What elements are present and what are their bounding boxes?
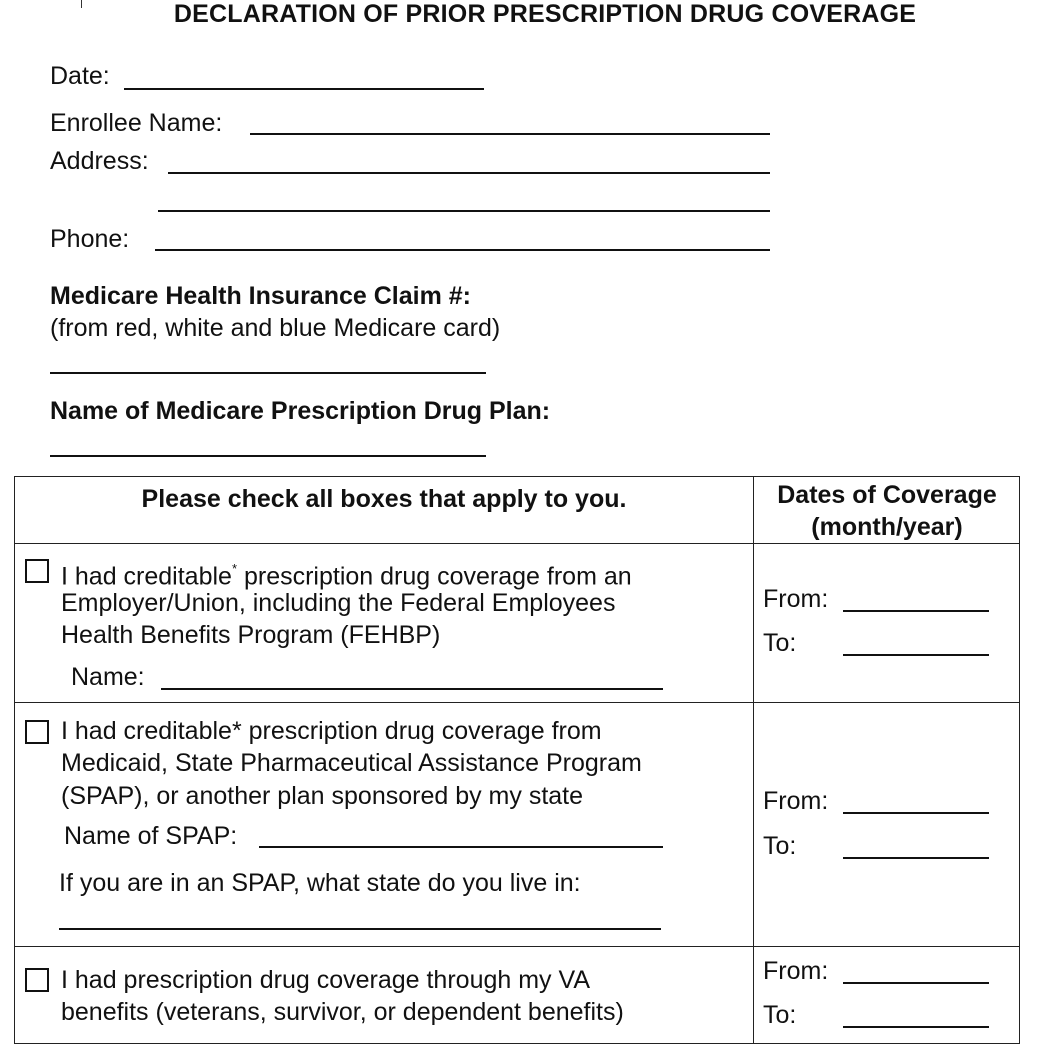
va-line2: benefits (veterans, survivor, or dependent benefits)	[61, 998, 624, 1026]
row1-to-field[interactable]	[843, 654, 989, 656]
medicaid-line3: (SPAP), or another plan sponsored by my state	[61, 782, 584, 810]
row3-to-field[interactable]	[843, 1026, 989, 1028]
employer-union-line3: Health Benefits Program (FEHBP)	[61, 621, 441, 649]
medicaid-line2: Medicaid, State Pharmaceutical Assistance Program	[61, 749, 642, 777]
asterisk: *	[231, 561, 238, 576]
spap-state-field[interactable]	[59, 928, 661, 930]
address-field-line2[interactable]	[158, 210, 770, 212]
table-header-dates	[753, 479, 1021, 543]
row2-from-label: From:	[763, 787, 829, 815]
spap-name-label: Name of SPAP:	[64, 822, 238, 850]
employer-union-line2: Employer/Union, including the Federal Employees	[61, 589, 616, 617]
row-divider	[15, 543, 1019, 544]
row1-text-b: prescription drug coverage from an	[237, 562, 632, 591]
row3-to-label: To:	[763, 1001, 797, 1029]
table-header-dates-line1: Dates of Coverage	[777, 481, 997, 509]
medicare-claim-field[interactable]	[50, 372, 486, 374]
medicare-claim-label: Medicare Health Insurance Claim #:	[50, 282, 471, 310]
medicaid-spap-checkbox[interactable]	[25, 720, 49, 744]
coverage-table	[14, 476, 1020, 1044]
va-line1: I had prescription drug coverage through my VA	[61, 966, 590, 994]
row3-from-label: From:	[763, 957, 829, 985]
row1-from-field[interactable]	[843, 610, 989, 612]
employer-name-label: Name:	[71, 663, 145, 691]
medicare-claim-note: (from red, white and blue Medicare card)	[50, 314, 501, 342]
date-label: Date:	[50, 62, 110, 90]
row2-to-field[interactable]	[843, 857, 989, 859]
row2-to-label: To:	[763, 832, 797, 860]
row1-text-a: I had creditable	[61, 562, 232, 591]
drug-plan-field[interactable]	[50, 455, 486, 457]
phone-field[interactable]	[155, 249, 770, 251]
drug-plan-label: Name of Medicare Prescription Drug Plan:	[50, 397, 551, 425]
phone-label: Phone:	[50, 225, 130, 253]
table-header-dates-line2: (month/year)	[811, 513, 963, 541]
medicaid-line1: I had creditable* prescription drug coverage from	[61, 717, 602, 745]
va-benefits-checkbox[interactable]	[25, 968, 49, 992]
spap-state-question: If you are in an SPAP, what state do you live in:	[59, 869, 581, 897]
row-divider	[15, 946, 1019, 947]
enrollee-name-field[interactable]	[250, 133, 770, 135]
row-divider	[15, 702, 1019, 703]
row3-from-field[interactable]	[843, 982, 989, 984]
table-header-instructions: Please check all boxes that apply to you.	[141, 485, 627, 513]
row2-from-field[interactable]	[843, 812, 989, 814]
address-field-line1[interactable]	[168, 172, 770, 174]
address-label: Address:	[50, 147, 149, 175]
employer-name-field[interactable]	[161, 688, 663, 690]
employer-union-checkbox[interactable]	[25, 559, 49, 583]
row1-from-label: From:	[763, 585, 829, 613]
column-divider	[753, 477, 754, 1043]
row1-to-label: To:	[763, 629, 797, 657]
form-title: DECLARATION OF PRIOR PRESCRIPTION DRUG COVERAGE	[173, 0, 917, 28]
date-field[interactable]	[124, 88, 484, 90]
spap-name-field[interactable]	[259, 846, 663, 848]
enrollee-name-label: Enrollee Name:	[50, 109, 223, 137]
